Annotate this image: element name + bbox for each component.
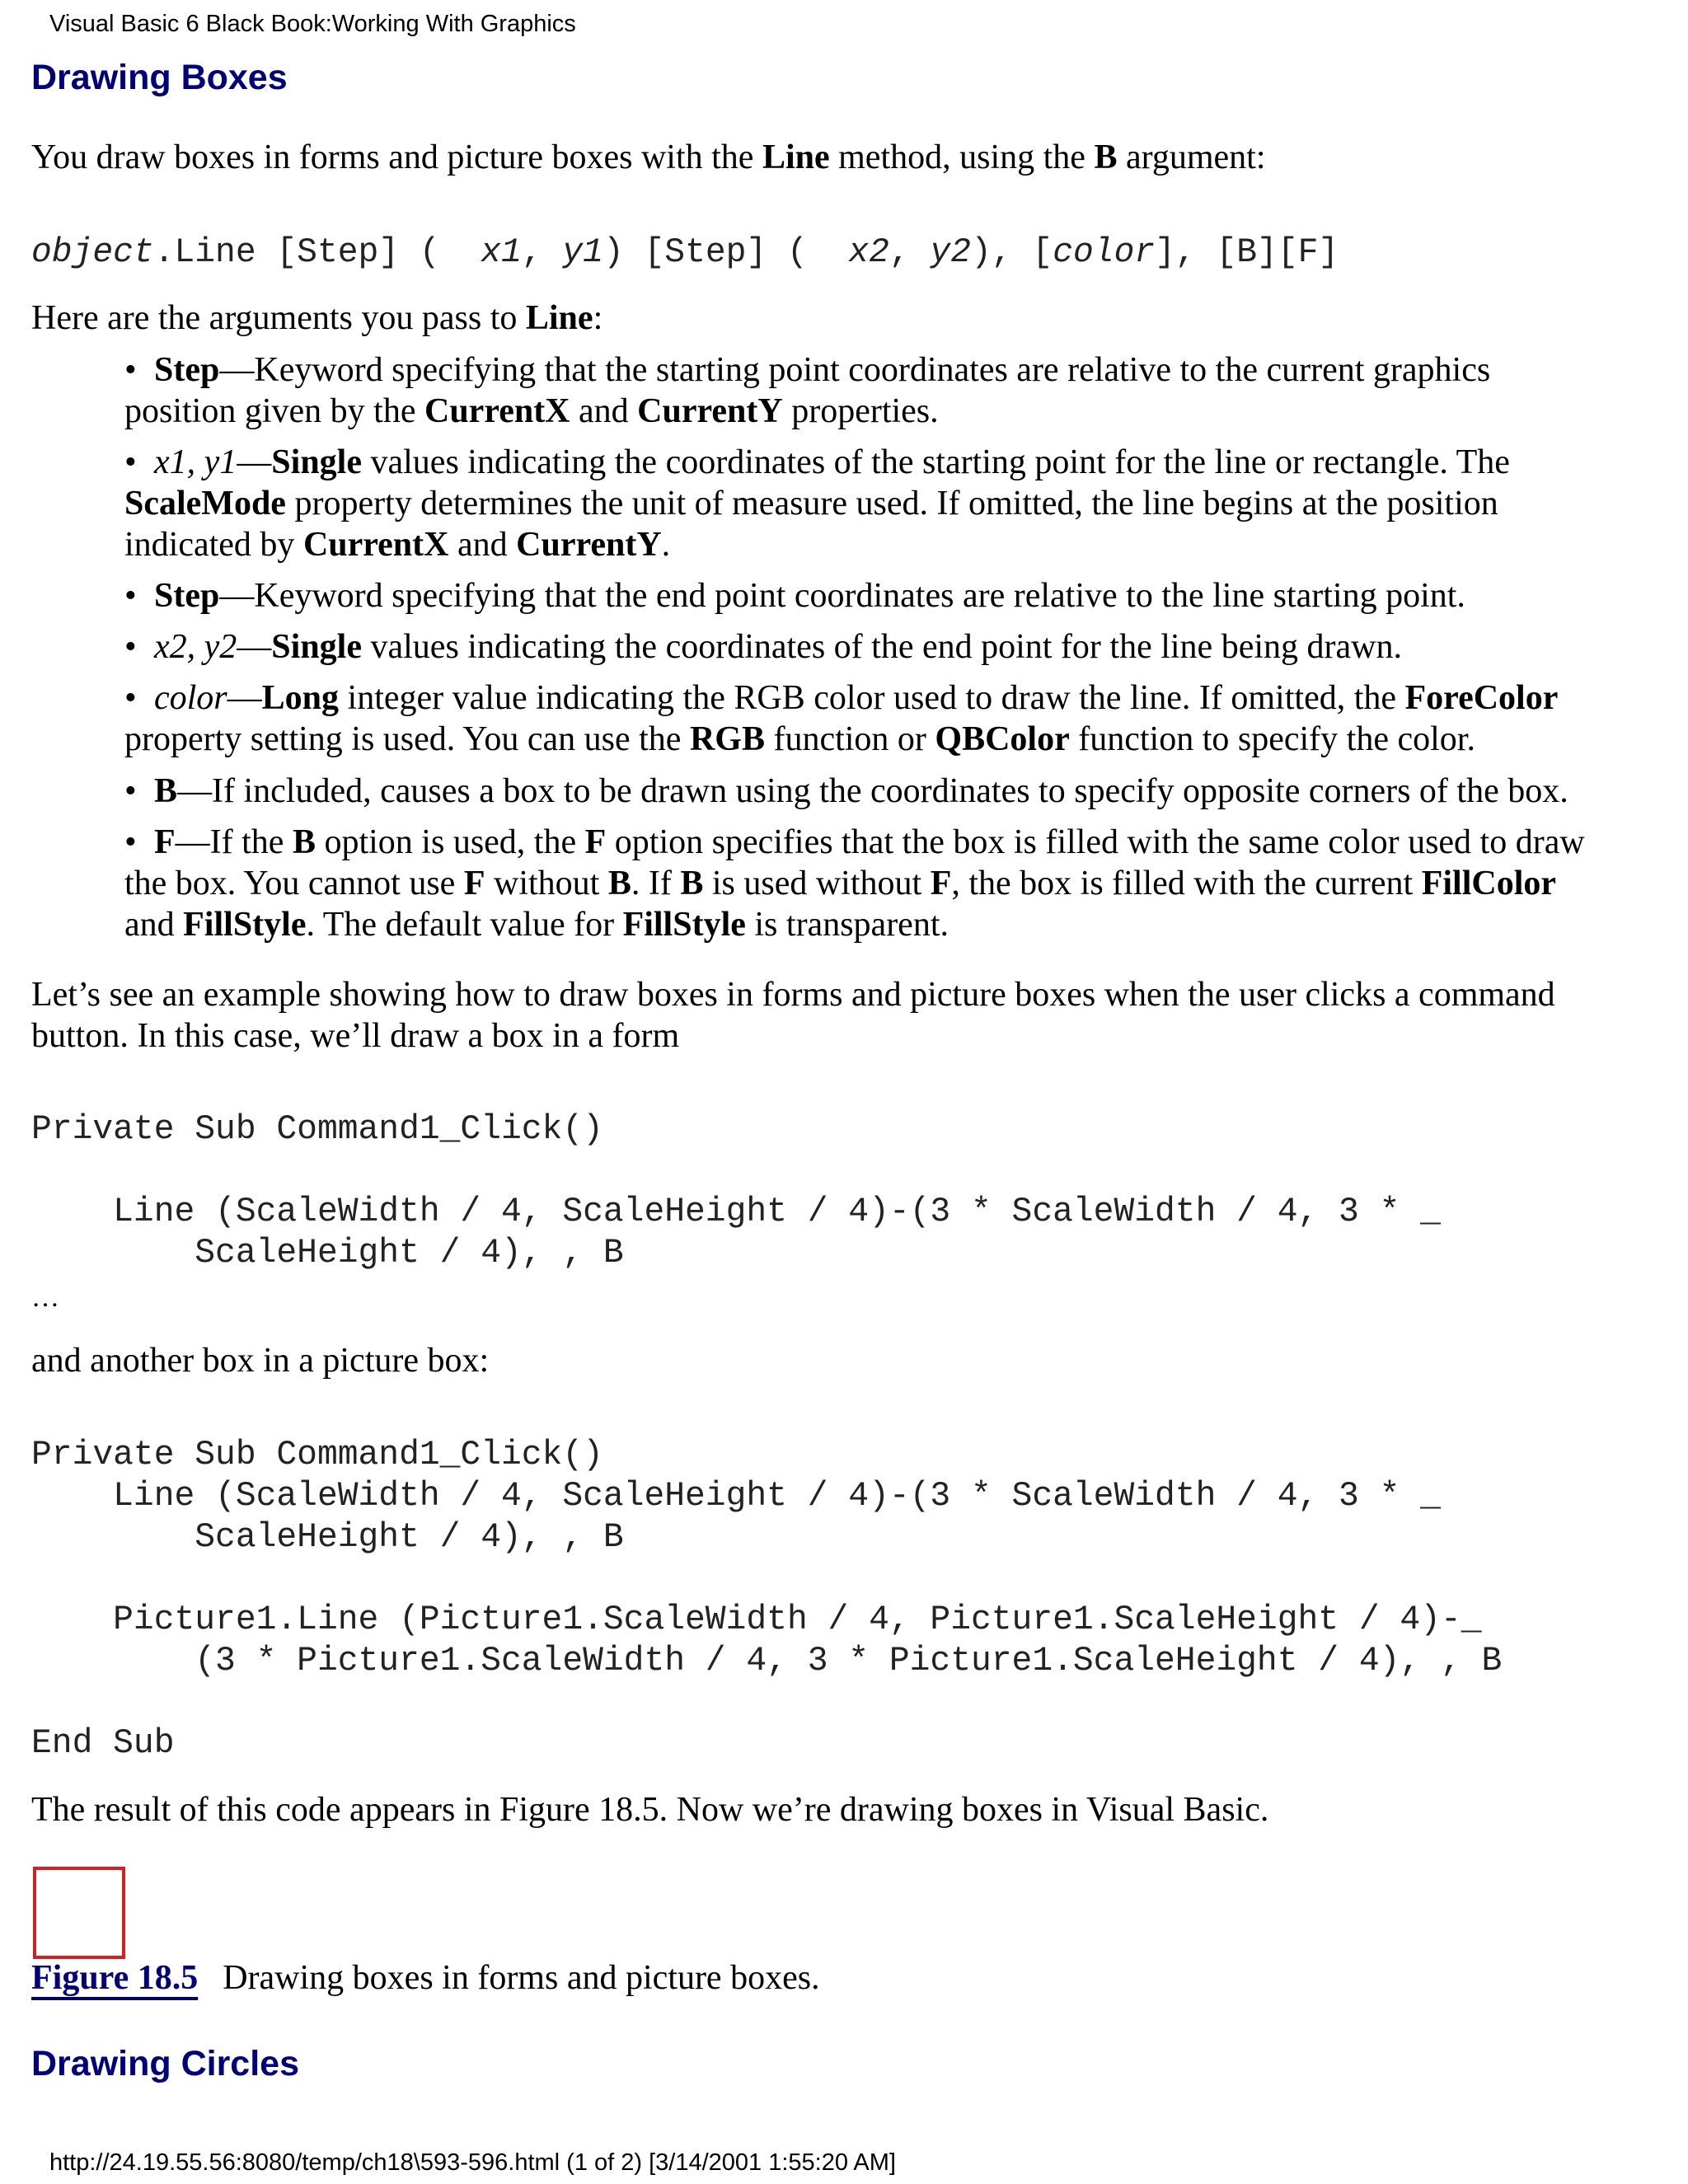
- section-title-drawing-boxes: Drawing Boxes: [31, 58, 288, 97]
- page-header: Visual Basic 6 Black Book:Working With Graphics: [49, 11, 576, 37]
- figure-caption: Figure 18.5 Drawing boxes in forms and picture boxes.: [31, 1959, 820, 1997]
- code-listing-picture-box: Private Sub Command1_Click() Line (ScaleWidth / 4, ScaleHeight / 4)-(3 * ScaleWidth / 4, 3 * _ ScaleHeight / 4), , B Picture1.Line (Picture1.ScaleWidth / 4, Picture1.ScaleHeight / 4)-_ (3 * Picture1.ScaleWidth / 4, 3 * Picture1.ScaleHeight / 4), , B End Sub: [31, 1436, 1503, 1763]
- line-syntax: object.Line [Step] ( x1, y1) [Step] ( x2, y2), [color], [B][F]: [31, 234, 1339, 272]
- result-paragraph: The result of this code appears in Figure 18.5. Now we’re drawing boxes in Visual Basic.: [31, 1791, 1269, 1829]
- bullet-step-start: • Step—Keyword specifying that the starting point coordinates are relative to the current graphics position given by the CurrentX and CurrentY properties.: [124, 351, 1491, 430]
- bullet-b: • B—If included, causes a box to be drawn using the coordinates to specify opposite corners of the box.: [124, 772, 1568, 810]
- example-paragraph: Let’s see an example showing how to draw boxes in forms and picture boxes when the user clicks a command button. In this case, we’ll draw a box in a form: [31, 976, 1555, 1055]
- ellipsis: …: [31, 1282, 59, 1313]
- arguments-intro: Here are the arguments you pass to Line:: [31, 299, 603, 337]
- section-title-drawing-circles: Drawing Circles: [31, 2044, 299, 2083]
- bullet-color: • color—Long integer value indicating the RGB color used to draw the line. If omitted, the ForeColor property setting is used. You can use the RGB function or QBColor function to specify the color.: [124, 679, 1559, 758]
- another-box-paragraph: and another box in a picture box:: [31, 1342, 490, 1380]
- bullet-x1-y1: • x1, y1—Single values indicating the coordinates of the starting point for the line or rectangle. The ScaleMode property determines the unit of measure used. If omitted, the line begins at the position indicated by CurrentX and CurrentY.: [124, 443, 1510, 564]
- bullet-f: • F—If the B option is used, the F option specifies that the box is filled with the same color used to draw the box. You cannot use F without B. If B is used without F, the box is filled with the current FillColor and FillStyle. The default value for FillStyle is transparent.: [124, 823, 1585, 944]
- figure-18-5-image: [33, 1867, 125, 1959]
- bullet-step-end: • Step—Keyword specifying that the end point coordinates are relative to the line starting point.: [124, 577, 1465, 615]
- figure-18-5-link[interactable]: Figure 18.5: [31, 1959, 199, 1997]
- code-listing-form: Private Sub Command1_Click() Line (ScaleWidth / 4, ScaleHeight / 4)-(3 * ScaleWidth / 4, 3 * _ ScaleHeight / 4), , B: [31, 1111, 1441, 1272]
- intro-paragraph: You draw boxes in forms and picture boxes with the Line method, using the B argument:: [31, 138, 1266, 176]
- page-footer: http://24.19.55.56:8080/temp/ch18\593-596.html (1 of 2) [3/14/2001 1:55:20 AM]: [49, 2149, 896, 2176]
- bullet-x2-y2: • x2, y2—Single values indicating the coordinates of the end point for the line being drawn.: [124, 628, 1402, 666]
